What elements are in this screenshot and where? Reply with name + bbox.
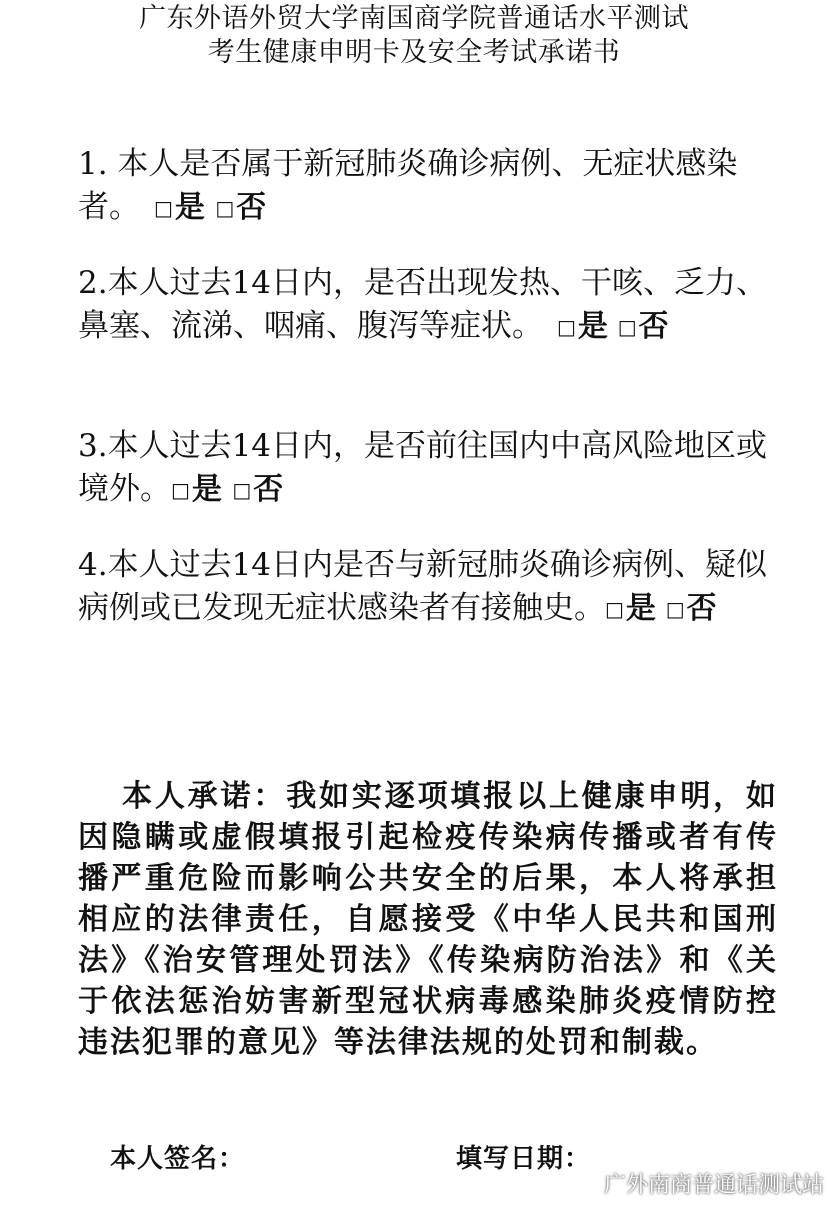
question-1-no-checkbox[interactable]: □ <box>215 196 235 220</box>
question-2-yes-label: 是 <box>577 309 608 344</box>
pledge-paragraph: 本人承诺：我如实逐项填报以上健康申明，如因隐瞒或虚假填报引起检疫传染病传播或者有传播严重危险而影响公共安全的后果，本人将承担相应的法律责任，自愿接受《中华人民共和国刑法》《治安管理处罚法》《传染病防治法》和《关于依法惩治妨害新型冠状病毒感染肺炎疫情防控违法犯罪的意见》等法律法规的处罚和制裁。 <box>78 779 778 1060</box>
question-3-no-label: 否 <box>253 472 284 507</box>
question-1-text: 1. 本人是否属于新冠肺炎确诊病例、无症状感染者。 <box>78 146 738 225</box>
question-2-no-label: 否 <box>638 309 669 344</box>
question-4-text: 4.本人过去14日内是否与新冠肺炎确诊病例、疑似病例或已发现无症状感染者有接触史。 <box>78 547 768 626</box>
signature-date-label: 填写日期： <box>456 1144 592 1174</box>
wechat-icon <box>566 1170 596 1196</box>
question-4 <box>78 544 778 631</box>
signature-name-label: 本人签名： <box>110 1144 246 1174</box>
question-2-text: 2.本人过去14日内，是否出现发热、干咳、乏力、鼻塞、流涕、咽痛、腹泻等症状。 <box>78 265 768 344</box>
document-title-line-2: 考生健康申明卡及安全考试承诺书 <box>207 37 621 68</box>
question-3-text: 3.本人过去14日内，是否前往国内中高风险地区或境外。 <box>78 428 768 507</box>
question-1-no-label: 否 <box>236 190 267 225</box>
question-4-yes-checkbox[interactable]: □ <box>605 597 624 621</box>
question-2-no-checkbox[interactable]: □ <box>617 315 637 339</box>
question-3-no-checkbox[interactable]: □ <box>232 478 252 502</box>
question-4-no-checkbox[interactable]: □ <box>665 597 685 621</box>
question-2-yes-checkbox[interactable]: □ <box>557 315 576 339</box>
watermark-text: 广外南商普通话测试站 <box>604 1172 825 1198</box>
question-4-no-label: 否 <box>686 591 717 626</box>
question-2 <box>78 262 778 349</box>
question-4-yes-label: 是 <box>625 591 656 626</box>
watermark <box>566 1166 824 1200</box>
question-1-yes-label: 是 <box>174 190 205 225</box>
document-title-line-1: 广东外语外贸大学南国商学院普通话水平测试 <box>139 3 689 34</box>
question-3-yes-checkbox[interactable]: □ <box>171 478 190 502</box>
question-1-yes-checkbox[interactable]: □ <box>154 196 173 220</box>
question-3-yes-label: 是 <box>191 472 222 507</box>
question-3 <box>78 425 778 512</box>
question-1 <box>78 143 778 230</box>
